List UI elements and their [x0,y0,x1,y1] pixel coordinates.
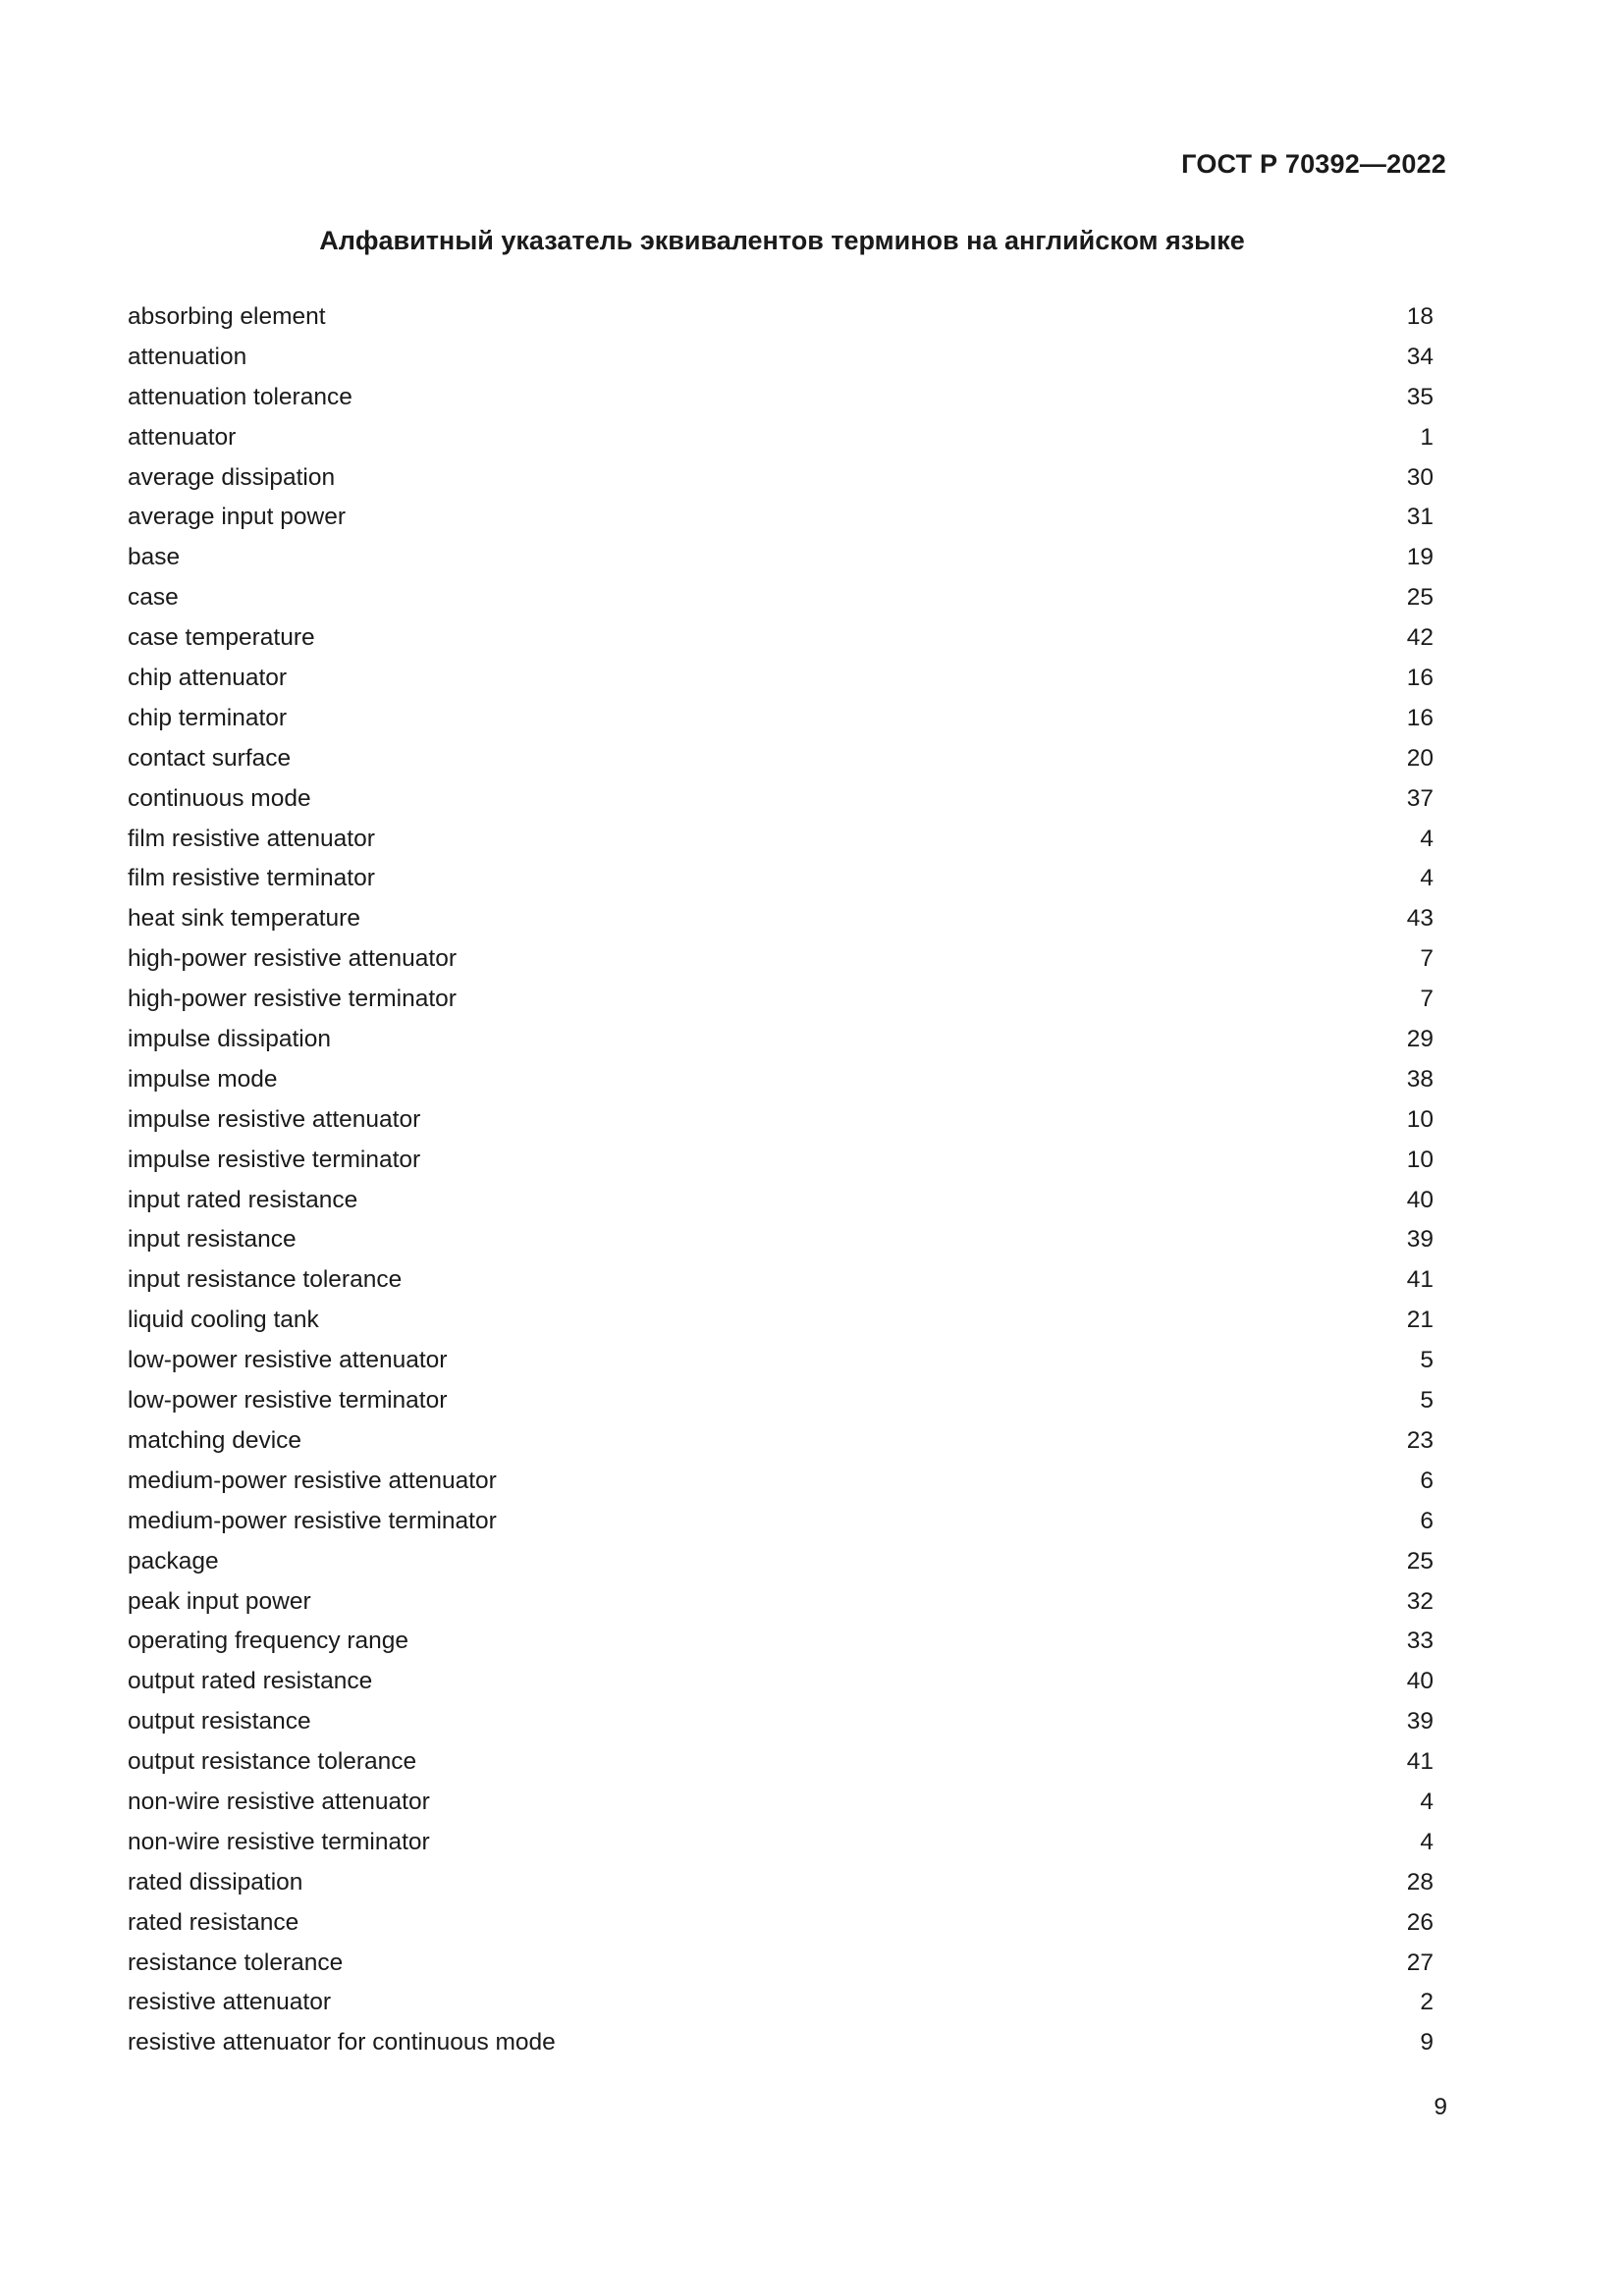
index-reference-number: 41 [1406,1266,1434,1294]
index-term: attenuation [128,343,247,370]
index-reference-number: 1 [1420,423,1434,451]
document-code: ГОСТ Р 70392—2022 [1181,149,1446,179]
index-entry [128,1823,1434,1863]
index-entry [128,939,1434,980]
index-reference-number: 5 [1420,1347,1434,1374]
index-entry [128,1582,1434,1623]
index-title: Алфавитный указатель эквивалентов терминов на английском языке [319,226,1245,255]
index-term: attenuator [128,423,237,451]
index-entry [128,1381,1434,1421]
index-term: impulse dissipation [128,1026,331,1053]
index-entry [128,338,1434,378]
index-term: film resistive attenuator [128,825,375,852]
index-entry [128,1863,1434,1903]
index-term: low-power resistive attenuator [128,1347,448,1374]
index-term: impulse mode [128,1065,278,1093]
index-term: resistance tolerance [128,1949,344,1976]
index-term: low-power resistive terminator [128,1387,448,1415]
index-term: average input power [128,504,347,531]
index-reference-number: 7 [1420,986,1434,1013]
index-reference-number: 25 [1406,584,1434,612]
index-entry [128,1141,1434,1181]
index-term: package [128,1547,219,1575]
index-term: chip attenuator [128,665,288,692]
index-term: contact surface [128,744,292,772]
index-reference-number: 2 [1420,1989,1434,2016]
index-reference-number: 43 [1406,905,1434,933]
index-reference-number: 9 [1420,2029,1434,2056]
index-entry [128,739,1434,779]
index-reference-number: 30 [1406,463,1434,491]
index-term: high-power resistive terminator [128,986,457,1013]
index-entry [128,378,1434,418]
index-reference-number: 4 [1420,825,1434,852]
index-reference-number: 35 [1406,383,1434,410]
index-term: resistive attenuator for continuous mode [128,2029,556,2056]
index-entry [128,1742,1434,1783]
index-term: output resistance [128,1708,311,1735]
index-reference-number: 33 [1406,1628,1434,1655]
index-term: medium-power resistive attenuator [128,1467,497,1494]
index-reference-number: 34 [1406,343,1434,370]
index-term: input resistance [128,1226,297,1254]
index-term: operating frequency range [128,1628,409,1655]
index-entry [128,779,1434,820]
index-entry [128,618,1434,659]
index-reference-number: 23 [1406,1426,1434,1454]
index-reference-number: 5 [1420,1387,1434,1415]
index-entry [128,859,1434,899]
index-reference-number: 26 [1406,1908,1434,1936]
index-entry [128,1702,1434,1742]
index-term: rated dissipation [128,1868,303,1896]
index-entry [128,1462,1434,1502]
index-term: output rated resistance [128,1668,373,1695]
index-term: film resistive terminator [128,865,375,892]
index-entry [128,1944,1434,1984]
index-entry [128,980,1434,1020]
index-term: output resistance tolerance [128,1748,417,1776]
index-reference-number: 21 [1406,1307,1434,1334]
index-term: rated resistance [128,1908,299,1936]
index-entry [128,1542,1434,1582]
index-reference-number: 6 [1420,1507,1434,1534]
index-entry [128,1983,1434,2023]
index-reference-number: 29 [1406,1026,1434,1053]
page-number: 9 [1434,2094,1447,2120]
index-term: high-power resistive attenuator [128,945,458,973]
index-reference-number: 41 [1406,1748,1434,1776]
index-reference-number: 27 [1406,1949,1434,1976]
index-entry [128,1903,1434,1944]
index-entry [128,2023,1434,2063]
index-entry [128,1662,1434,1702]
index-reference-number: 28 [1406,1868,1434,1896]
index-entry [128,1341,1434,1381]
index-entry [128,1220,1434,1260]
index-reference-number: 16 [1406,704,1434,731]
index-reference-number: 40 [1406,1186,1434,1213]
index-reference-number: 31 [1406,504,1434,531]
index-reference-number: 19 [1406,544,1434,571]
index-entry [128,1502,1434,1542]
index-term: input rated resistance [128,1186,358,1213]
index-reference-number: 7 [1420,945,1434,973]
index-term: medium-power resistive terminator [128,1507,497,1534]
index-entry [128,1181,1434,1221]
index-reference-number: 4 [1420,1788,1434,1815]
index-term: matching device [128,1426,302,1454]
index-entry [128,297,1434,338]
index-entry [128,1301,1434,1341]
index-term: case [128,584,179,612]
index-term: peak input power [128,1587,311,1615]
index-term: base [128,544,181,571]
index-reference-number: 16 [1406,665,1434,692]
index-term: input resistance tolerance [128,1266,403,1294]
index-term: chip terminator [128,704,288,731]
index-reference-number: 20 [1406,744,1434,772]
index-entry [128,1100,1434,1141]
index-term: average dissipation [128,463,336,491]
index-entry [128,1421,1434,1462]
index-entry [128,899,1434,939]
index-reference-number: 10 [1406,1105,1434,1133]
index-reference-number: 4 [1420,1828,1434,1855]
index-entry [128,578,1434,618]
index-entry [128,1783,1434,1823]
index-reference-number: 18 [1406,303,1434,330]
index-entry [128,1622,1434,1662]
index-entry [128,659,1434,699]
index-term: attenuation tolerance [128,383,352,410]
index-entry [128,699,1434,739]
index-reference-number: 39 [1406,1708,1434,1735]
index-reference-number: 39 [1406,1226,1434,1254]
index-term: non-wire resistive attenuator [128,1788,430,1815]
index-term: impulse resistive terminator [128,1146,421,1173]
index-reference-number: 42 [1406,624,1434,652]
index-reference-number: 4 [1420,865,1434,892]
index-reference-number: 40 [1406,1668,1434,1695]
index-reference-number: 38 [1406,1065,1434,1093]
index-reference-number: 37 [1406,784,1434,812]
index-term: non-wire resistive terminator [128,1828,430,1855]
index-term: impulse resistive attenuator [128,1105,421,1133]
index-reference-number: 6 [1420,1467,1434,1494]
index-entry [128,1260,1434,1301]
index-entry [128,498,1434,538]
index-reference-number: 10 [1406,1146,1434,1173]
index-reference-number: 25 [1406,1547,1434,1575]
index-entry [128,458,1434,499]
index-entry [128,418,1434,458]
index-term: liquid cooling tank [128,1307,319,1334]
index-term: resistive attenuator [128,1989,331,2016]
term-index-list [128,297,1434,2063]
index-reference-number: 32 [1406,1587,1434,1615]
index-entry [128,1060,1434,1100]
index-entry [128,538,1434,578]
index-entry [128,820,1434,860]
index-term: continuous mode [128,784,311,812]
index-term: heat sink temperature [128,905,360,933]
index-term: case temperature [128,624,315,652]
index-entry [128,1020,1434,1060]
index-term: absorbing element [128,303,326,330]
